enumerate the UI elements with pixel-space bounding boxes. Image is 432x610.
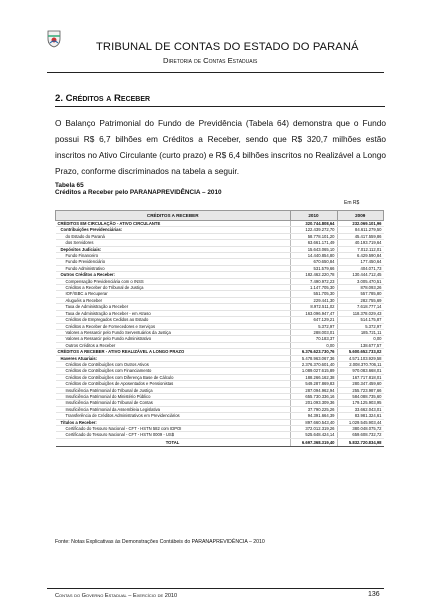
row-value-2010: 1.089.027.615,89 [290, 368, 337, 374]
row-label: Créditos de Contribuições com Outros Ativos [56, 361, 291, 367]
row-label: Créditos de Empregados Cedidos ao Estado [56, 317, 291, 323]
row-value-2009: 514.175,87 [337, 317, 384, 323]
row-value-2010: 188.266.162,38 [290, 374, 337, 380]
row-value-2009: 404.071,73 [337, 265, 384, 271]
row-value-2010: 182.462.220,78 [290, 272, 337, 278]
row-value-2010: 15.643.065,10 [290, 246, 337, 252]
row-value-2009: 83.981.324,61 [337, 413, 384, 419]
table-body [56, 221, 384, 439]
row-value-2010: 0,00 [290, 342, 337, 348]
row-value-2009: 584.088.735,60 [337, 393, 384, 399]
row-value-2009: 179.125.903,95 [337, 400, 384, 406]
row-value-2010: 63.661.171,49 [290, 240, 337, 246]
row-value-2010: 163.096.947,47 [290, 310, 337, 316]
row-value-2009: 255.723.987,66 [337, 387, 384, 393]
row-value-2010: 8.972.511,02 [290, 304, 337, 310]
row-label: Haveres Atuariais: [56, 355, 291, 361]
row-value-2010: 670.650,84 [290, 259, 337, 265]
row-value-2010: 1.147.705,30 [290, 285, 337, 291]
row-value-2010: 647.129,21 [290, 317, 337, 323]
row-value-2010: 287.094.962,94 [290, 387, 337, 393]
total-2009: 5.832.720.834,98 [337, 438, 384, 446]
row-value-2009: 1.029.545.903,44 [337, 419, 384, 425]
row-label: Insuficiência Patrimonial do Tribunal de Justiça [56, 387, 291, 393]
row-value-2009: 167.717.818,01 [337, 374, 384, 380]
table-caption: Tabela 65 [55, 182, 84, 189]
row-label: IOF/ISBC a Recuperar [56, 291, 291, 297]
row-value-2009: 2.008.370.706,11 [337, 361, 384, 367]
row-value-2010: 37.790.225,26 [290, 406, 337, 412]
row-label: Valores a Ressarcir pelo Fundo Serventuários da Justiça [56, 329, 291, 335]
total-2010: 6.697.368.319,40 [290, 438, 337, 446]
row-value-2009: 84.611.279,50 [337, 227, 384, 233]
row-label: Taxa de Administração a Receber [56, 304, 291, 310]
row-value-2009: 659.608.732,72 [337, 432, 384, 438]
row-value-2009: 138.677,57 [337, 342, 384, 348]
section-title: 2. Créditos a Receber [55, 93, 151, 104]
row-label: Fundo Previdenciário [56, 259, 291, 265]
row-label: Insuficiência Patrimonial do Ministério Público [56, 393, 291, 399]
coat-of-arms-icon [47, 30, 61, 48]
row-label: Créditos de Contribuições com Diferença Base de Cálculo [56, 374, 291, 380]
row-label: Créditos a Receber de Fornecedores e Serviços [56, 323, 291, 329]
row-value-2010: 531.579,66 [290, 265, 337, 271]
column-header-2009: 2009 [337, 211, 384, 221]
page-header [0, 0, 432, 70]
table-unit: Em R$ [344, 200, 360, 206]
row-label: Depósitos Judiciais: [56, 246, 291, 252]
row-value-2009: 380.048.075,72 [337, 426, 384, 432]
section-divider [55, 106, 385, 107]
row-value-2009: 5.372,97 [337, 323, 384, 329]
footer-text: Contas do Governo Estadual – Exercício de 2010 [55, 593, 178, 599]
row-value-2009: 4.571.103.929,58 [337, 355, 384, 361]
row-value-2010: 6.376.623.730,76 [290, 349, 337, 355]
row-label: dos Servidores [56, 240, 291, 246]
row-value-2009: 7.618.777,14 [337, 304, 384, 310]
row-value-2009: 177.450,64 [337, 259, 384, 265]
credits-table [55, 210, 384, 447]
row-label: CRÉDITOS A RECEBER - ATIVO REALIZÁVEL A LONGO PRAZO [56, 349, 291, 355]
row-value-2009: 5.600.652.733,02 [337, 349, 384, 355]
row-value-2009: 33.662.043,01 [337, 406, 384, 412]
row-value-2009: 45.417.559,86 [337, 233, 384, 239]
row-value-2010: 288.003,01 [290, 329, 337, 335]
row-label: Valores a Ressarcir pelo Fundo Administrativo [56, 336, 291, 342]
row-value-2009: 7.012.112,01 [337, 246, 384, 252]
row-value-2009: 40.193.719,64 [337, 240, 384, 246]
row-label: Certificado do Tesouro Nacional - CFT - HSTN 582 com IDPOI [56, 426, 291, 432]
row-label: Contribuições Previdenciárias: [56, 227, 291, 233]
row-value-2010: 549.287.869,83 [290, 381, 337, 387]
section-paragraph: O Balanço Patrimonial do Fundo de Previdência (Tabela 64) demonstra que o Fundo possui R$ 6,7 bilhões em Créditos a Receber, sendo que R$ 320,7 milhões estão inscritos no Ativo Circulante (curto prazo) e R$ 6,4 bilhões inscritos no Realizável a Longo Prazo, conforme discriminados na tabela a seguir. [55, 118, 386, 176]
row-value-2010: 58.778.101,20 [290, 233, 337, 239]
row-value-2010: 14.440.854,80 [290, 253, 337, 259]
row-value-2010: 7.490.972,23 [290, 278, 337, 284]
row-value-2010: 229.441,30 [290, 297, 337, 303]
row-value-2010: 5.372,97 [290, 323, 337, 329]
column-header-2010: 2010 [290, 211, 337, 221]
footer-divider [47, 588, 384, 589]
row-value-2009: 185.721,11 [337, 329, 384, 335]
row-value-2010: 201.093.309,36 [290, 400, 337, 406]
row-value-2009: 878.093,26 [337, 285, 384, 291]
row-value-2009: 557.785,80 [337, 291, 384, 297]
row-value-2010: 551.705,30 [290, 291, 337, 297]
table-header-row [56, 211, 384, 221]
row-label: Fundo Administrativo [56, 265, 291, 271]
total-label: TOTAL [56, 438, 291, 446]
row-value-2009: 282.755,69 [337, 297, 384, 303]
row-value-2010: 655.730.336,16 [290, 393, 337, 399]
row-label: Fundo Financeiro [56, 253, 291, 259]
row-label: Títulos a Receber: [56, 419, 291, 425]
row-value-2009: 3.005.470,51 [337, 278, 384, 284]
row-value-2010: 94.391.664,39 [290, 413, 337, 419]
source-note: Fonte: Notas Explicativas às Demonstrações Contábeis do PARANAPREVIDÊNCIA – 2010 [55, 539, 265, 545]
table-subcaption: Créditos a Receber pelo PARANAPREVIDÊNCIA – 2010 [55, 189, 222, 196]
row-label: Certificado do Tesouro Nacional - CFT - HSTN 0009 - US$ [56, 432, 291, 438]
row-label: CRÉDITOS EM CIRCULAÇÃO - ATIVO CIRCULANTE [56, 221, 291, 227]
row-label: Créditos a Receber do Tribunal de Justiça [56, 285, 291, 291]
row-value-2010: 320.744.808,64 [290, 221, 337, 227]
row-value-2010: 70.183,37 [290, 336, 337, 342]
row-label: Créditos de Contribuições de Aposentados e Pensionistas [56, 381, 291, 387]
row-value-2010: 2.376.370.601,40 [290, 361, 337, 367]
header-divider [47, 72, 384, 73]
row-label: do Estado do Paraná [56, 233, 291, 239]
row-label: Compensação Previdenciária com o INSS [56, 278, 291, 284]
row-value-2009: 0,00 [337, 336, 384, 342]
page-header-subtitle: Diretoria de Contas Estaduais [163, 56, 258, 65]
column-header-description: CRÉDITOS A RECEBER [56, 211, 291, 221]
table-total-row [56, 438, 384, 446]
row-label: Insuficiência Patrimonial da Assembleia Legislativa [56, 406, 291, 412]
row-value-2010: 122.439.272,70 [290, 227, 337, 233]
page-number: 136 [368, 591, 380, 598]
row-value-2009: 130.444.712,45 [337, 272, 384, 278]
row-value-2009: 970.083.668,01 [337, 368, 384, 374]
row-label: Aluguéis a Receber [56, 297, 291, 303]
row-value-2009: 118.378.029,43 [337, 310, 384, 316]
row-label: Outros Créditos a Receber: [56, 272, 291, 278]
row-value-2009: 232.069.101,96 [337, 221, 384, 227]
row-value-2009: 280.347.459,60 [337, 381, 384, 387]
row-value-2009: 6.429.590,84 [337, 253, 384, 259]
row-label: Créditos de Contribuições com Financiamento [56, 368, 291, 374]
row-label: Transferência de Créditos Administrativos em Previdenciários [56, 413, 291, 419]
row-value-2010: 897.660.543,40 [290, 419, 337, 425]
page-header-title: TRIBUNAL DE CONTAS DO ESTADO DO PARANÁ [96, 41, 359, 53]
row-value-2010: 5.478.963.067,36 [290, 355, 337, 361]
row-label: Insuficiência Patrimonial do Tribunal de Contas [56, 400, 291, 406]
row-label: Outros Créditos a Receber [56, 342, 291, 348]
row-label: Taxa de Administração a Receber - em Atraso [56, 310, 291, 316]
row-value-2010: 525.648.424,14 [290, 432, 337, 438]
row-value-2010: 372.012.319,26 [290, 426, 337, 432]
